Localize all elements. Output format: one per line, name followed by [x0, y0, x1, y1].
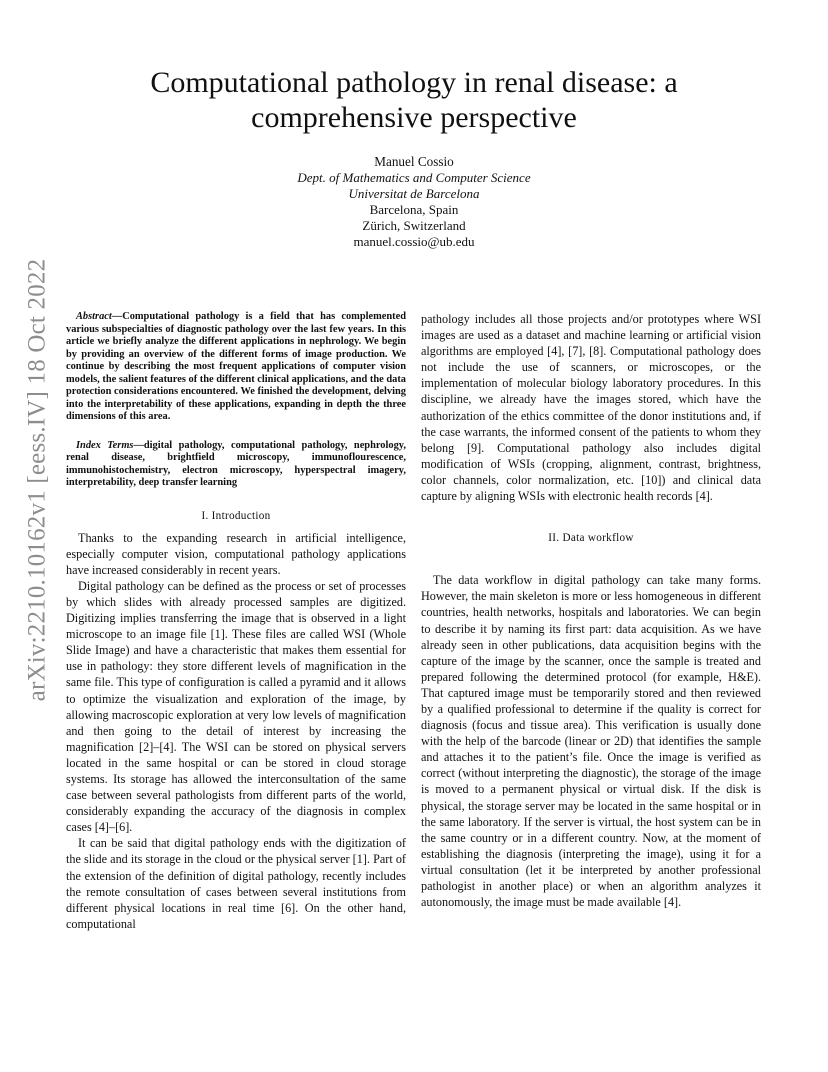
title-line-1: Computational pathology in renal disease: a — [150, 66, 678, 99]
index-terms-label: Index Terms — [76, 439, 134, 451]
abstract — [66, 311, 406, 424]
author-city-2: Zürich, Switzerland — [362, 217, 466, 233]
arxiv-identifier-text: arXiv:2210.10162v1 [eess.IV] 18 Oct 2022 — [23, 258, 50, 702]
left-column — [66, 311, 406, 932]
intro-paragraph-2: Digital pathology can be defined as the process or set of processes by which slides with already processed samples are digitized. Digitizing implies transferring the image that is observed in a light microscope to an image file [1]. These files are called WSI (Whole Slide Image) and have a characteristic that makes them essential for use in pathology: they store different levels of magnification in the same file. This type of configuration is called a pyramid and it allows to optimize the visualization and exploration of the image, by allowing macroscopic exploration at very low levels of magnification and then going to the detail of interest by increasing the magnification [2]–[4]. The WSI can be stored on physical servers located in the same hospital or can be stored in cloud storage systems. Its storage has allowed the interconsultation of the same case between several pathologists from different parts of the world, considerably expanding the accuracy of the diagnosis in complex cases [4]–[6]. — [66, 578, 406, 835]
section-heading-introduction: I. Introduction — [201, 509, 271, 522]
data-workflow-paragraph: The data workflow in digital pathology can take many forms. However, the main skeleton is more or less homogeneous in different countries, health networks, hospitals and laboratories. We can begin to describe it by naming its first part: data acquisition. As we have already seen in other publications, data acquisition begins with the capture of the image by the scanner, once the sample is treated and prepared following the determined protocol (for example, H&E). That captured image must be temporarily stored and then reviewed by a qualified professional to determine if the quality is correct for diagnosis (focus and tissue area). This verification is usually done with the help of the barcode (linear or 2D) that identifies the sample and attaches it to the patient’s file. Once the image is verified as correct (without interpreting the diagnostic), the storage of the image is moved to a permanent physical or virtual disk. If the disk is physical, the storage server may be located in the same hospital or in the same laboratory. If the server is virtual, the host system can be in the same country or in a different country. Now, at the moment of establishing the diagnosis (interpreting the image), using it for a virtual consultation (let it be interpreted by another professional pathologist in another place) or when an algorithm analyzes it autonomously, the image must be made available [4]. — [421, 573, 761, 910]
arxiv-identifier-stamp[interactable] — [22, 258, 52, 702]
abstract-text: —Computational pathology is a field that has complemented various subspecialties of diagnostic pathology over the last few years. In this article we briefly analyze the different applications in nephrology. We begin by providing an overview of the different forms of image production. We continue by describing the most frequent applications of computer vision models, the salient features of the different clinical applications, and the data protection considerations encountered. We finished the development, delving into the interpretability of these applications, expanding in depth the three dimensions of this area. — [66, 311, 406, 422]
author-block — [80, 154, 748, 250]
author-dept: Dept. of Mathematics and Computer Science — [297, 169, 531, 185]
author-city-1: Barcelona, Spain — [369, 201, 459, 217]
abstract-label: Abstract — [76, 311, 112, 322]
index-terms-text: —digital pathology, computational pathology, nephrology, renal disease, brightfield microscopy, immunoflourescence, immunohistochemistry, electron microscopy, hyperspectral imagery, interpretability, deep transfer learning — [66, 439, 406, 488]
right-column — [421, 311, 761, 910]
index-terms — [66, 440, 406, 490]
title-line-2: comprehensive perspective — [251, 100, 577, 134]
author-email[interactable]: manuel.cossio@ub.edu — [353, 233, 475, 249]
title-block — [80, 66, 748, 250]
intro-continuation: pathology includes all those projects and/or prototypes where WSI images are used as a dataset and machine learning or artificial vision algorithms are employed [4], [7], [8]. Computational pathology does not include the use of scanners, or microscopes, or the implementation of molecular biology laboratory procedures. In this discipline, we already have the images stored, which have the authorization of the ethics committee of the donor institutions and, if the case warrants, the informed consent of the patients to whom they belong [9]. Computational pathology also includes digital modification of WSIs (cropping, alignment, contrast, brightness, color channels, color normalization, etc. [10]) and clinical data capture by aligning WSIs with electronic health records [4]. — [421, 312, 761, 504]
author-name: Manuel Cossio — [374, 153, 454, 169]
section-heading-data-workflow: II. Data workflow — [548, 532, 634, 545]
paper-title — [80, 66, 748, 136]
intro-paragraph-3: It can be said that digital pathology ends with the digitization of the slide and its storage in the cloud or the physical server [1]. Part of the extension of the definition of digital pathology, recently includes the remote consultation of cases between several institutions from different physical locations in real time [6]. On the other hand, computational — [66, 836, 406, 931]
intro-paragraph-1: Thanks to the expanding research in artificial intelligence, especially computer vision, computational pathology applications have increased considerably in recent years. — [66, 530, 406, 577]
author-university: Universitat de Barcelona — [348, 185, 480, 201]
